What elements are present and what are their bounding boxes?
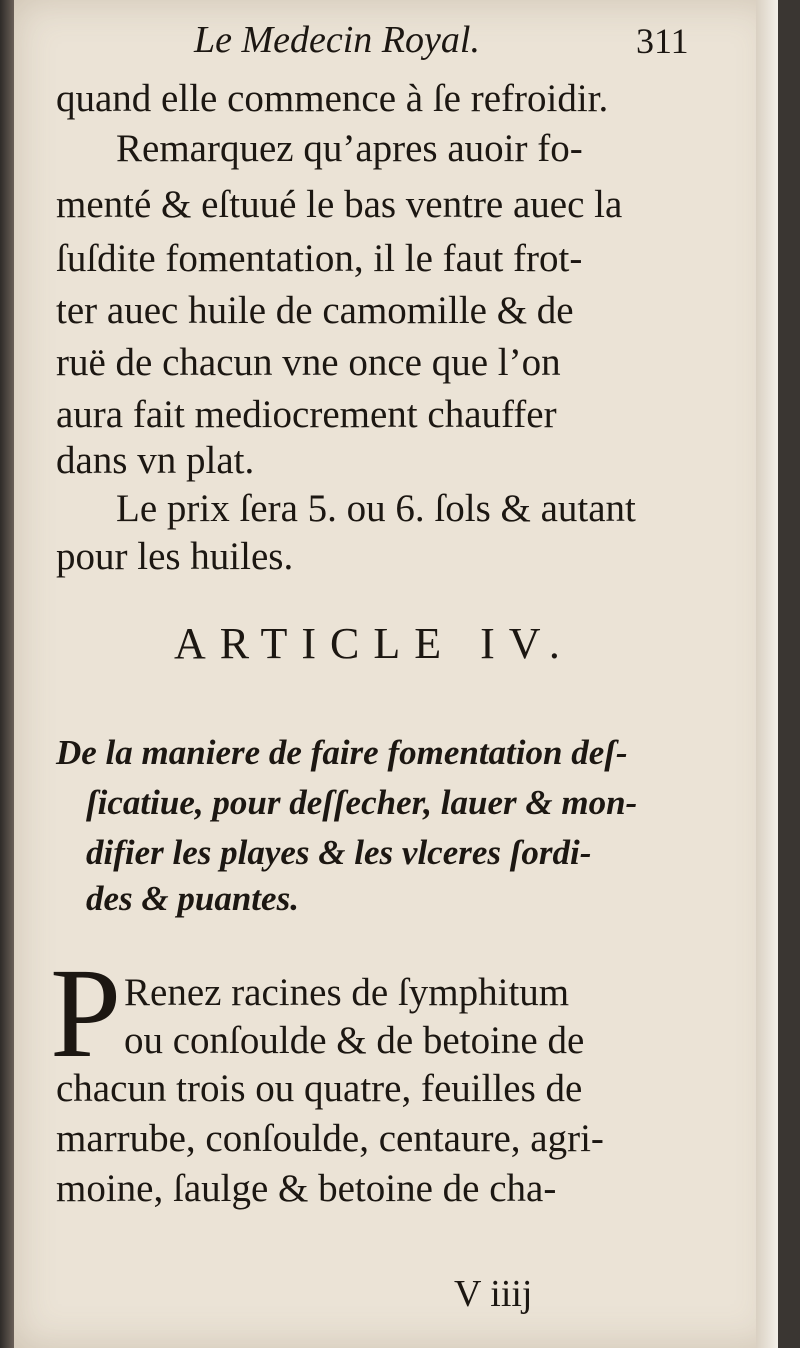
body-line: ruë de chacun vne once que l’on <box>56 341 561 384</box>
body-line: ter auec huile de camomille & de <box>56 289 574 332</box>
body-line: ſuſdite fomentation, il le faut frot- <box>56 237 583 280</box>
article-text-line: marrube, conſoulde, centaure, agri- <box>56 1117 604 1160</box>
body-line: quand elle commence à ſe refroidir. <box>56 77 609 120</box>
page-edge <box>756 0 778 1348</box>
body-line: dans vn plat. <box>56 439 255 482</box>
article-subtitle-line: des & puantes. <box>86 879 299 918</box>
body-line: aura fait mediocrement chauffer <box>56 393 557 436</box>
page-number: 311 <box>636 21 689 61</box>
book-gutter-shadow <box>0 0 14 1348</box>
article-heading: ARTICLE IV. <box>174 619 574 668</box>
article-subtitle-line: ſicatiue, pour deſſecher, lauer & mon- <box>86 783 638 822</box>
signature-mark: V iiij <box>454 1273 533 1315</box>
body-line: Le prix ſera 5. ou 6. ſols & autant <box>116 487 636 530</box>
drop-cap: P <box>50 942 122 1084</box>
body-line: menté & eſtuué le bas ventre auec la <box>56 183 623 226</box>
body-line: pour les huiles. <box>56 535 294 578</box>
article-text-line: ou conſoulde & de betoine de <box>124 1019 585 1062</box>
running-title: Le Medecin Royal. <box>194 19 480 61</box>
book-page <box>14 0 778 1348</box>
article-text-line: chacun trois ou quatre, feuilles de <box>56 1067 583 1110</box>
body-line: Remarquez qu’apres auoir fo- <box>116 127 583 170</box>
article-text-line: Renez racines de ſymphitum <box>124 971 570 1014</box>
article-text-line: moine, ſaulge & betoine de cha- <box>56 1167 557 1210</box>
article-subtitle-line: De la maniere de faire fomentation deſ- <box>56 733 628 772</box>
article-subtitle-line: difier les playes & les vlceres ſordi- <box>86 833 592 872</box>
